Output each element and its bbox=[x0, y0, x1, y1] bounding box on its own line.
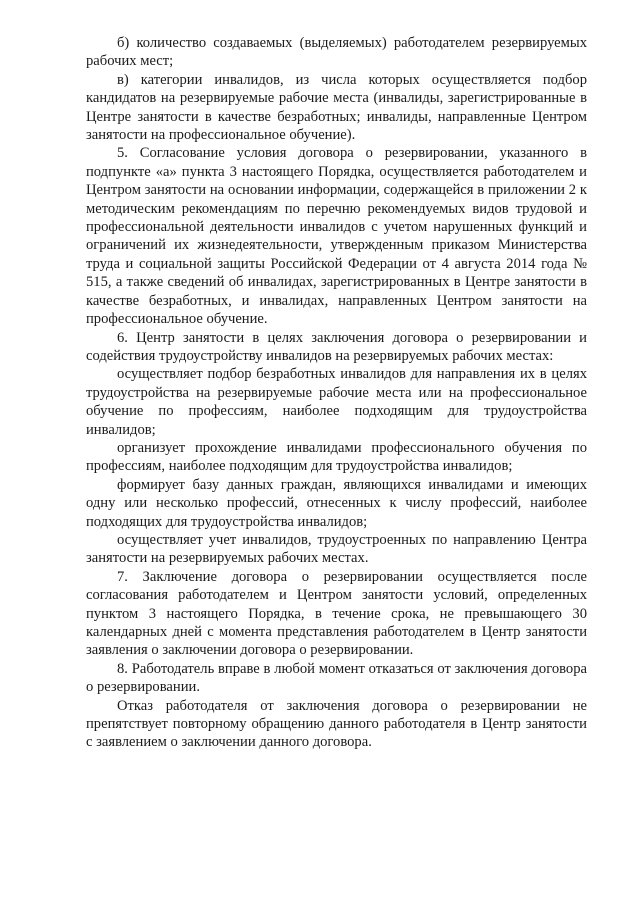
paragraph-refusal-reapplication: Отказ работодателя от заключения договора о резервировании не препятствует повторному обращению данного работодателя в Центр занятости с заявлением о заключении данного договора. bbox=[86, 697, 587, 751]
paragraph-6-training: организует прохождение инвалидами профессионального обучения по профессиям, наиболее подходящим для трудоустройства инвалидов; bbox=[86, 439, 587, 475]
paragraph-6-selection: осуществляет подбор безработных инвалидов для направления их в целях трудоустройства на резервируемые рабочие места или на профессиональное обучение по профессиям, наиболее подходящим для трудоустройства инвалидов; bbox=[86, 366, 587, 438]
paragraph-6-database: формирует базу данных граждан, являющихся инвалидами и имеющих одну или несколько профессий, отнесенных к числу профессий, наиболее подходящих для трудоустройства инвалидов; bbox=[86, 476, 587, 530]
paragraph-v-disabled-categories: в) категории инвалидов, из числа которых осуществляется подбор кандидатов на резервируемые рабочие места (инвалиды, зарегистрированные в Центре занятости в качестве безработных; инвалиды, направленные Центром занятости на профессиональное обучение). bbox=[86, 71, 587, 144]
paragraph-6-accounting: осуществляет учет инвалидов, трудоустроенных по направлению Центра занятости на резервируемых рабочих местах. bbox=[86, 531, 587, 567]
paragraph-6-employment-center-duties: 6. Центр занятости в целях заключения договора о резервировании и содействия трудоустройству инвалидов на резервируемых рабочих местах: bbox=[86, 329, 587, 364]
paragraph-8-employer-refusal: 8. Работодатель вправе в любой момент отказаться от заключения договора о резервировании. bbox=[86, 660, 587, 696]
paragraph-b-workplaces-count: б) количество создаваемых (выделяемых) работодателем резервируемых рабочих мест; bbox=[86, 35, 587, 70]
paragraph-5-agreement-conditions: 5. Согласование условия договора о резервировании, указанного в подпункте «а» пункта 3 настоящего Порядка, осуществляется работодателем и Центром занятости на основании информации, содержащейся в приложении 2 к методическим рекомендациям по перечню рекомендуемых видов трудовой и профессиональной деятельности инвалидов с учетом нарушенных функций и ограничений их жизнедеятельности, утвержденным приказом Министерства труда и социальной защиты Российской Федерации от 4 августа 2014 года № 515, а также сведений об инвалидах, зарегистрированных в Центре занятости в качестве безработных, и инвалидах, направленных Центром занятости на профессиональное обучение. bbox=[86, 145, 587, 328]
document-body bbox=[86, 34, 587, 752]
paragraph-7-contract-conclusion: 7. Заключение договора о резервировании осуществляется после согласования работодателем и Центром занятости условий, определенных пунктом 3 настоящего Порядка, в течение срока, не превышающего 30 календарных дней с момента представления работодателем в Центр занятости заявления о заключении договора о резервировании. bbox=[86, 568, 587, 659]
